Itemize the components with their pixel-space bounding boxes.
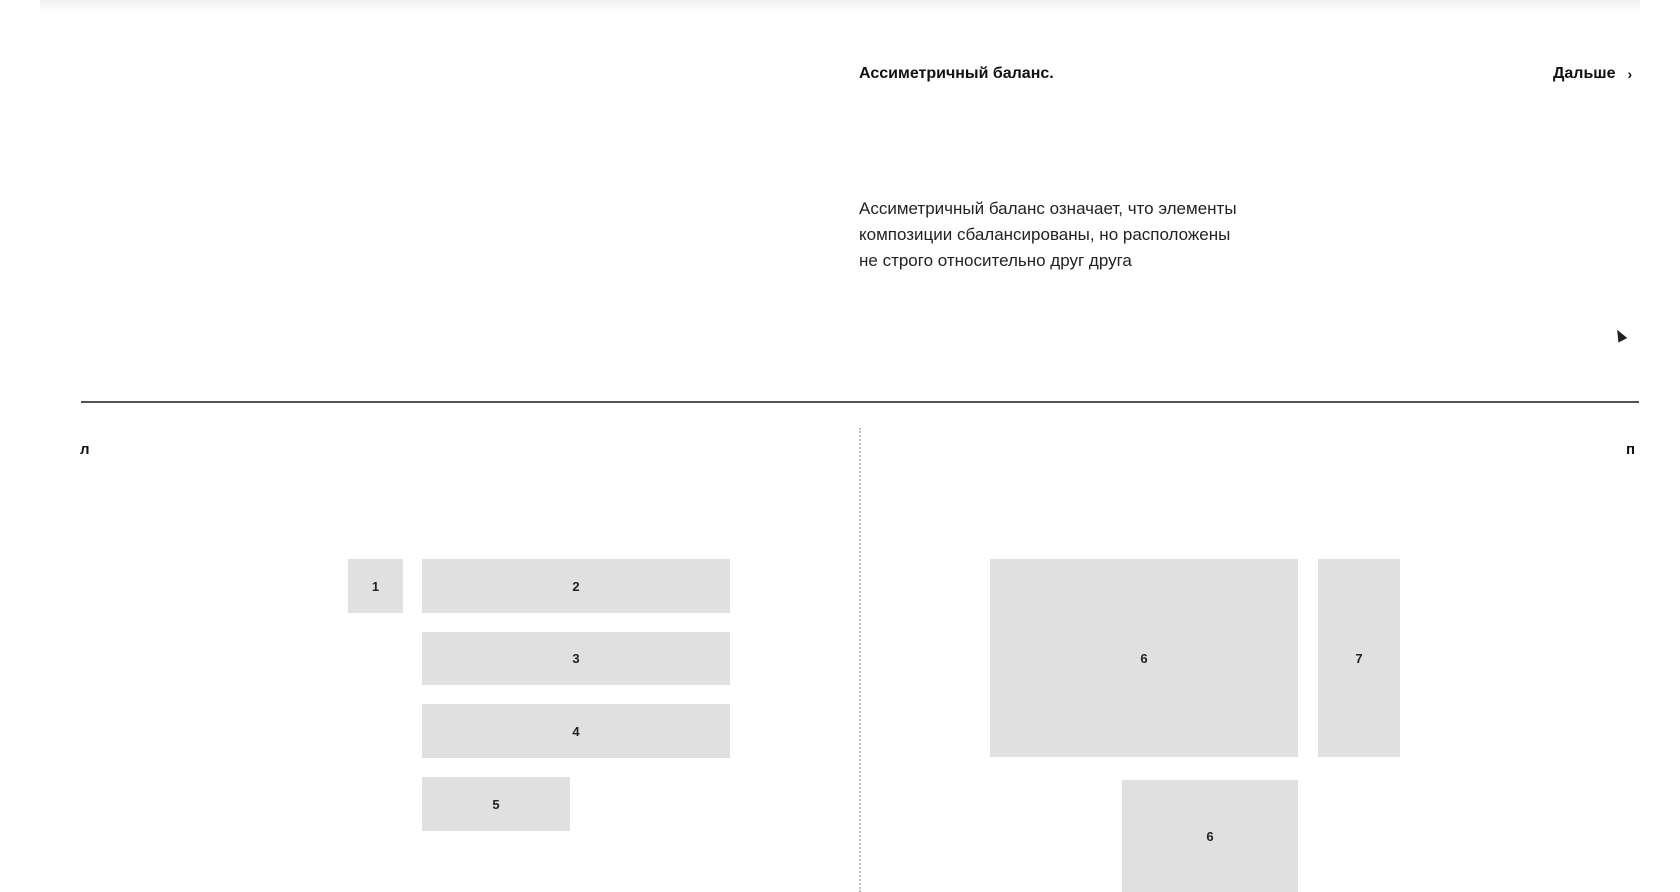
chevron-right-icon: › bbox=[1627, 66, 1633, 82]
left-block-1: 1 bbox=[348, 559, 403, 613]
next-link[interactable] bbox=[1553, 65, 1632, 83]
left-side-label: л bbox=[80, 441, 90, 458]
left-block-4: 4 bbox=[422, 704, 730, 758]
left-block-2: 2 bbox=[422, 559, 730, 613]
right-block-tall: 7 bbox=[1318, 559, 1400, 757]
next-label: Дальше bbox=[1553, 65, 1616, 82]
left-block-5: 5 bbox=[422, 777, 570, 831]
center-axis-dotted-line bbox=[859, 428, 861, 892]
page-title: Ассиметричный баланс. bbox=[859, 65, 1054, 82]
mouse-cursor-icon bbox=[1613, 327, 1627, 342]
top-shadow bbox=[40, 0, 1640, 12]
left-block-3: 3 bbox=[422, 632, 730, 685]
right-block-large: 6 bbox=[990, 559, 1298, 757]
right-block-bottom: 6 bbox=[1122, 780, 1298, 892]
right-side-label: п bbox=[1626, 441, 1636, 458]
horizontal-divider bbox=[81, 401, 1639, 403]
description-text: Ассиметричный баланс означает, что элементы композиции сбалансированы, но расположены не строго относительно друг друга bbox=[859, 199, 1237, 270]
